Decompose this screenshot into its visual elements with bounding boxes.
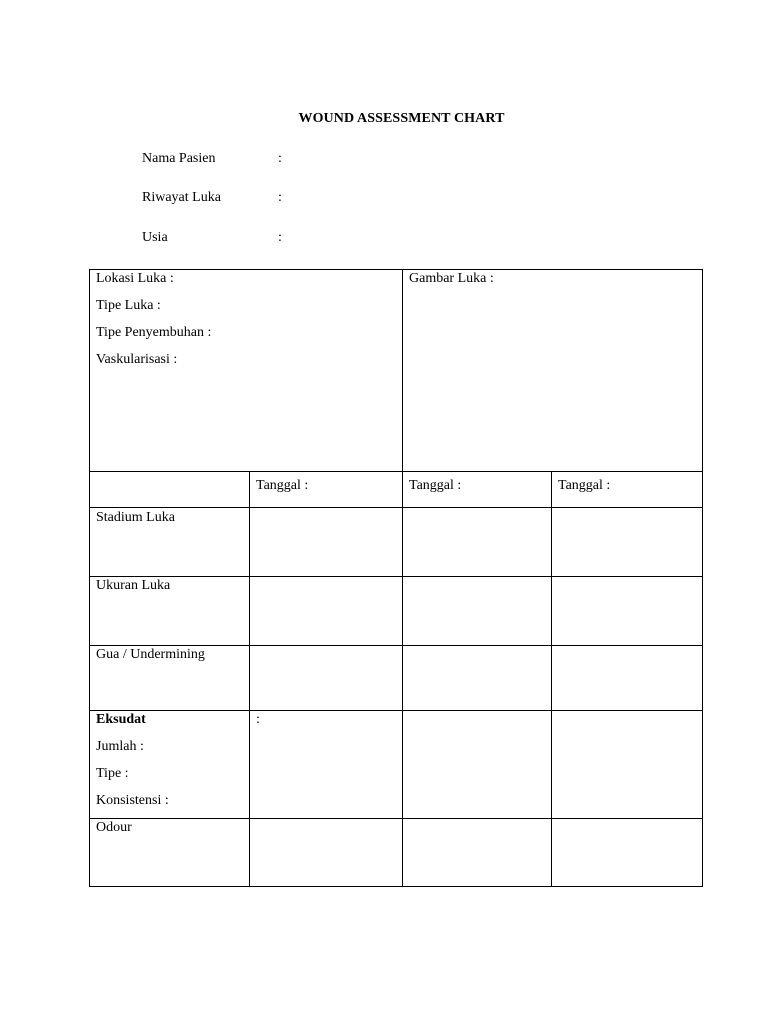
- undermining-label: Gua / Undermining: [96, 647, 205, 662]
- exudate-type-label: Tipe :: [96, 766, 129, 781]
- stadium-label: Stadium Luka: [96, 510, 175, 525]
- exudate-title: Eksudat: [96, 712, 146, 727]
- page-title: WOUND ASSESSMENT CHART: [298, 111, 505, 126]
- age-colon: :: [278, 230, 282, 245]
- date-header-3: Tanggal :: [558, 478, 611, 493]
- row-divider: [90, 710, 702, 711]
- row-divider: [90, 507, 702, 508]
- date-header-2: Tanggal :: [409, 478, 462, 493]
- wound-history-label: Riwayat Luka: [142, 190, 221, 205]
- wound-type-label: Tipe Luka :: [96, 298, 161, 313]
- column-divider: [402, 270, 403, 886]
- exudate-colon: :: [256, 712, 260, 727]
- date-header-1: Tanggal :: [256, 478, 309, 493]
- column-divider: [249, 471, 250, 886]
- row-divider: [90, 818, 702, 819]
- wound-history-colon: :: [278, 190, 282, 205]
- exudate-amount-label: Jumlah :: [96, 739, 144, 754]
- assessment-table: [89, 269, 703, 887]
- wound-image-label: Gambar Luka :: [409, 271, 494, 286]
- age-label: Usia: [142, 230, 168, 245]
- patient-name-label: Nama Pasien: [142, 151, 216, 166]
- patient-name-colon: :: [278, 151, 282, 166]
- healing-type-label: Tipe Penyembuhan :: [96, 325, 212, 340]
- row-divider: [90, 471, 702, 472]
- exudate-consistency-label: Konsistensi :: [96, 793, 169, 808]
- row-divider: [90, 576, 702, 577]
- size-label: Ukuran Luka: [96, 578, 171, 593]
- vascularization-label: Vaskularisasi :: [96, 352, 178, 367]
- wound-location-label: Lokasi Luka :: [96, 271, 174, 286]
- odour-label: Odour: [96, 820, 132, 835]
- column-divider: [551, 471, 552, 886]
